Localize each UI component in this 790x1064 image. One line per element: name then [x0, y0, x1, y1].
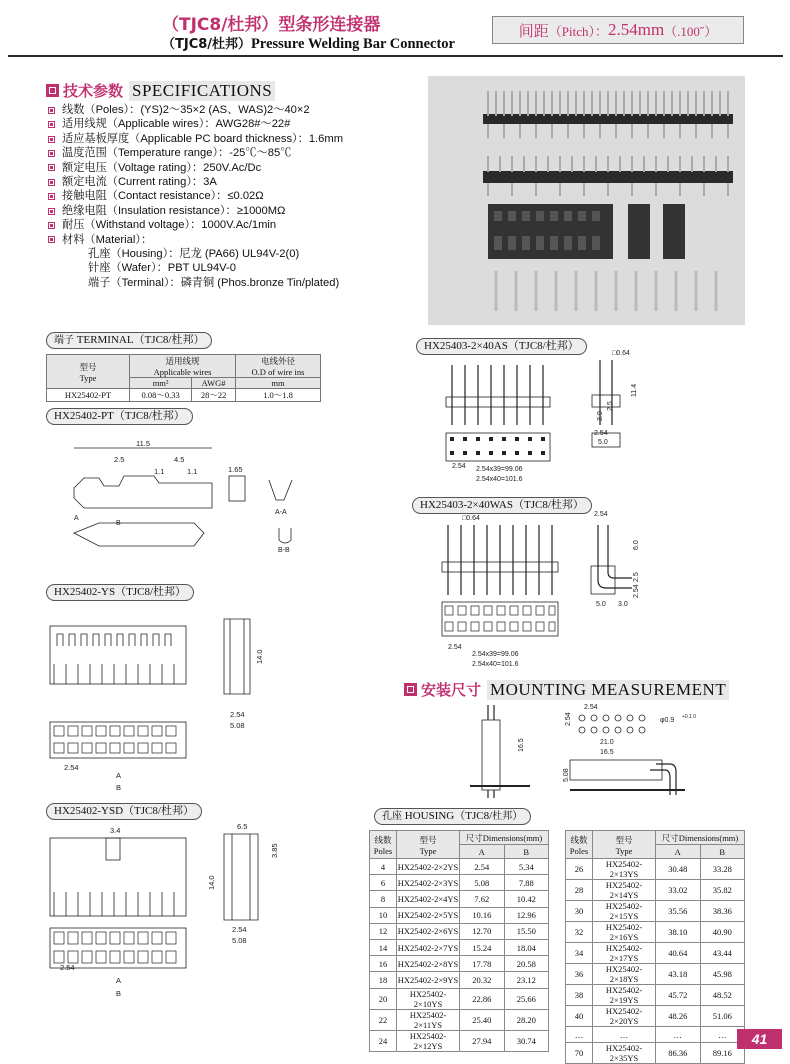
table-cell: 20: [370, 988, 397, 1009]
spec-item: [48, 103, 343, 117]
was-label: HX25403-2×40WAS（TJC8/杜邦）: [412, 497, 592, 514]
table-row: [47, 389, 321, 402]
dim-text: 11.5: [136, 439, 151, 448]
bullet-icon: [48, 222, 55, 229]
th-type-zh: 型号: [615, 834, 633, 845]
table-cell: HX25402-2×8YS: [397, 956, 460, 972]
th-a: A: [656, 845, 701, 859]
dim-text: 2.54: [64, 763, 79, 772]
table-cell: 38.36: [700, 901, 745, 922]
table-row: [370, 939, 549, 955]
dim-text: 14.0: [207, 875, 216, 890]
table-row: [566, 1043, 745, 1064]
dim-text: 2.54: [584, 704, 598, 711]
table-cell: 70: [566, 1043, 593, 1064]
spec-text: 额定电压（Voltage rating）：250V.Ac/Dc: [62, 161, 262, 174]
table-cell: 17.78: [460, 956, 505, 972]
th-poles: [370, 831, 397, 859]
table-cell: HX25402-2×18YS: [593, 964, 656, 985]
cell: 1.0～1.8: [236, 389, 321, 402]
spec-item: [48, 132, 343, 146]
table-cell: 20.32: [460, 972, 505, 988]
section-label: B: [116, 520, 121, 527]
spec-text: 材料（Material）：: [62, 233, 153, 246]
ys-label: HX25402-YS（TJC8/杜邦）: [46, 584, 194, 601]
dim-text: 2.54: [594, 430, 608, 437]
bullet-icon: [48, 136, 55, 143]
dim-text: 6.5: [237, 822, 248, 831]
spec-item: [48, 146, 343, 160]
terminals-photo: [496, 271, 716, 311]
table-cell: 43.44: [700, 943, 745, 964]
spec-text: 适应基板厚度（Applicable PC board thickness）：1.6mm: [62, 132, 344, 145]
bullet-icon: [48, 208, 55, 215]
table-cell: HX25402-2×13YS: [593, 859, 656, 880]
page-number: 41: [737, 1029, 782, 1049]
th-b: B: [504, 845, 549, 859]
spec-text: 额定电流（Current rating）：3A: [62, 176, 217, 189]
bullet-icon: [48, 179, 55, 186]
dim-text: φ0.9: [660, 717, 675, 724]
table-cell: HX25402-2×4YS: [397, 891, 460, 907]
th-poles-zh: 线数: [374, 834, 392, 845]
dim-text: 5.08: [232, 936, 247, 945]
table-cell: 30.74: [504, 1030, 549, 1051]
table-cell: …: [566, 1027, 593, 1043]
mounting-title-zh: 安装尺寸: [421, 681, 482, 699]
th-wires-zh: 适用线规: [165, 356, 200, 366]
table-cell: 34: [566, 943, 593, 964]
title-zh: （TJC8/杜邦）型条形连接器: [162, 15, 381, 35]
table-cell: 25.66: [504, 988, 549, 1009]
table-cell: 45.72: [656, 985, 701, 1006]
table-cell: 7.62: [460, 891, 505, 907]
table-cell: 24: [370, 1030, 397, 1051]
table-cell: HX25402-2×10YS: [397, 988, 460, 1009]
table-cell: 48.52: [700, 985, 745, 1006]
table-cell: 43.18: [656, 964, 701, 985]
was-drawing: [436, 510, 666, 670]
th-poles-zh: 线数: [570, 834, 588, 845]
table-cell: 36: [566, 964, 593, 985]
th-type-en: Type: [615, 845, 633, 856]
dim-text: 2.54: [452, 463, 466, 470]
spec-title-zh: 技术参数: [63, 82, 124, 100]
pin-header-straight: [483, 91, 733, 138]
section-label: A: [74, 515, 79, 522]
table-cell: HX25402-2×20YS: [593, 1006, 656, 1027]
table-cell: HX25402-2×11YS: [397, 1009, 460, 1030]
dim-text: 2.54: [448, 644, 462, 651]
th-type: [47, 355, 130, 389]
housing-photo: [488, 204, 685, 259]
pitch-zh: 间距: [518, 21, 549, 40]
table-cell: 30: [566, 901, 593, 922]
dim-text: 6.0: [633, 540, 640, 550]
table-cell: 51.06: [700, 1006, 745, 1027]
pt-label: HX25402-PT（TJC8/杜邦）: [46, 408, 193, 425]
table-cell: 86.36: [656, 1043, 701, 1064]
dim-text: A: [116, 976, 122, 985]
table-cell: 28.20: [504, 1009, 549, 1030]
spec-title-en: SPECIFICATIONS: [129, 81, 275, 101]
table-cell: HX25402-2×14YS: [593, 880, 656, 901]
dim-text: 2.54x40=101.6: [472, 661, 519, 668]
dim-text: 5.0: [598, 439, 608, 446]
dim-text: 2.54x40=101.6: [476, 476, 523, 483]
bullet-icon: [48, 193, 55, 200]
th-od-zh: 电线外径: [260, 356, 295, 366]
product-photo: [428, 76, 745, 325]
table-cell: HX25402-2×2YS: [397, 859, 460, 875]
table-cell: 6: [370, 875, 397, 891]
table-cell: 32: [566, 922, 593, 943]
table-cell: HX25402-2×35YS: [593, 1043, 656, 1064]
table-cell: 15.24: [460, 939, 505, 955]
dim-text: 3.85: [270, 843, 279, 858]
th-poles-en: Poles: [569, 845, 589, 856]
table-cell: 20.58: [504, 956, 549, 972]
spec-text: 绝缘电阻（Insulation resistance）：≥1000MΩ: [62, 204, 286, 217]
th-dim: 尺寸Dimensions(mm): [656, 831, 745, 845]
dim-text: 4.5: [174, 455, 185, 464]
table-cell: 16: [370, 956, 397, 972]
spec-item: [48, 189, 343, 203]
spec-text: 接触电阻（Contact resistance）：≤0.02Ω: [62, 190, 264, 203]
table-cell: 40.64: [656, 943, 701, 964]
ysd-drawing: [44, 820, 294, 1000]
table-cell: 33.02: [656, 880, 701, 901]
housing-label-end: ）: [512, 810, 524, 822]
dim-text: 16.5: [518, 738, 525, 752]
dim-text: □0.64: [612, 350, 630, 357]
table-row: [370, 1030, 549, 1051]
section-label: B-B: [278, 547, 290, 554]
table-row: [370, 1009, 549, 1030]
dim-text: A: [116, 771, 122, 780]
spec-text: 温度范围（Temperature range）：-25℃～85℃: [62, 147, 292, 160]
table-row: [566, 1006, 745, 1027]
product-photo-art: [428, 76, 745, 325]
table-cell: 12: [370, 923, 397, 939]
th-type-zh: 型号: [419, 834, 437, 845]
cell: 28～22: [192, 389, 236, 402]
pitch-inch: （.100˝）: [664, 23, 718, 39]
th-mm: mm: [236, 378, 321, 389]
dim-text: 2.5: [607, 401, 614, 411]
spec-item: [48, 175, 343, 189]
table-cell: 35.56: [656, 901, 701, 922]
table-cell: 48.26: [656, 1006, 701, 1027]
table-cell: 7.88: [504, 875, 549, 891]
mounting-title: [404, 679, 729, 700]
th-wires-en: Applicable wires: [153, 367, 212, 377]
table-cell: HX25402-2×19YS: [593, 985, 656, 1006]
table-cell: …: [656, 1027, 701, 1043]
table-cell: 89.16: [700, 1043, 745, 1064]
table-cell: 10.42: [504, 891, 549, 907]
table-cell: HX25402-2×12YS: [397, 1030, 460, 1051]
table-row: [370, 956, 549, 972]
th-b: B: [700, 845, 745, 859]
table-cell: 28: [566, 880, 593, 901]
table-row: [566, 880, 745, 901]
material-text: 孔座（Housing）：尼龙 (PA66) UL94V-2(0): [88, 248, 300, 261]
table-row: [566, 985, 745, 1006]
table-cell: 10.16: [460, 907, 505, 923]
terminal-label-en: TERMINAL（TJC8/杜邦）: [76, 334, 205, 346]
table-cell: 14: [370, 939, 397, 955]
header-divider: [8, 55, 783, 57]
spec-item: [48, 117, 343, 131]
cell: 0.08～0.33: [130, 389, 192, 402]
th-type: [397, 831, 460, 859]
th-od-en: O.D of wire ins: [251, 367, 305, 377]
spec-item: [48, 218, 343, 232]
table-cell: 12.70: [460, 923, 505, 939]
dim-text: 2.54: [230, 710, 245, 719]
material-item: [48, 247, 343, 261]
pt-drawing: [44, 428, 334, 578]
terminal-label: [46, 332, 212, 349]
dim-text: 3.4: [110, 826, 121, 835]
table-cell: 26: [566, 859, 593, 880]
dim-text: +0.1 0: [682, 714, 697, 720]
table-row: [370, 923, 549, 939]
dim-text: 2.54x39=99.06: [476, 466, 523, 473]
material-text: 端子（Terminal）：磷青铜 (Phos.bronze Tin/plated): [88, 276, 340, 289]
table-cell: 35.82: [700, 880, 745, 901]
table-row: [370, 907, 549, 923]
th-poles: [566, 831, 593, 859]
housing-label-zh: 孔座: [382, 811, 402, 822]
dim-text: 2.54: [594, 511, 608, 518]
spec-item: [48, 161, 343, 175]
table-cell: 23.12: [504, 972, 549, 988]
table-cell: HX25402-2×16YS: [593, 922, 656, 943]
pitch-box: [492, 16, 744, 44]
dim-text: 1.1: [154, 467, 165, 476]
table-cell: 12.96: [504, 907, 549, 923]
table-cell: 25.40: [460, 1009, 505, 1030]
spec-text: 耐压（Withstand voltage）：1000V.Ac/1min: [62, 219, 277, 232]
table-cell: HX25402-2×6YS: [397, 923, 460, 939]
table-cell: …: [700, 1027, 745, 1043]
th-od: [236, 355, 321, 378]
pitch-en: （Pitch）：: [548, 23, 608, 39]
table-cell: 18.04: [504, 939, 549, 955]
bullet-icon: [48, 150, 55, 157]
table-cell: 30.48: [656, 859, 701, 880]
dim-text: 11.4: [631, 383, 638, 397]
dim-text: 3.0: [597, 411, 604, 421]
terminal-label-zh: 端子: [54, 335, 74, 346]
dim-text: 2.54: [232, 925, 247, 934]
housing-label-zh2: 杜邦: [492, 811, 513, 822]
table-cell: 18: [370, 972, 397, 988]
dim-text: B: [116, 783, 122, 792]
table-cell: …: [593, 1027, 656, 1043]
dim-text: 2.54x39=99.06: [472, 651, 519, 658]
table-cell: 4: [370, 859, 397, 875]
mounting-drawing: [470, 700, 700, 800]
th-a: A: [460, 845, 505, 859]
terminal-table: [46, 354, 321, 402]
th-type-en: Type: [419, 845, 437, 856]
section-label: A-A: [275, 509, 287, 516]
dim-text: 5.08: [563, 768, 570, 782]
material-text: 针座（Wafer）：PBT UL94V-0: [88, 262, 236, 275]
table-cell: 15.50: [504, 923, 549, 939]
th-awg: AWG#: [192, 378, 236, 389]
table-row: [566, 859, 745, 880]
th-mm2: mm²: [130, 378, 192, 389]
dim-text: 2.54: [633, 584, 640, 598]
table-row: [566, 964, 745, 985]
housing-label: [374, 808, 531, 825]
bullet-icon: [48, 107, 55, 114]
pin-header-angled: [483, 156, 733, 196]
table-cell: 10: [370, 907, 397, 923]
dim-text: 2.5: [633, 572, 640, 582]
dim-text: 2.54: [60, 963, 75, 972]
table-row: [370, 891, 549, 907]
table-cell: 45.98: [700, 964, 745, 985]
table-cell: 22: [370, 1009, 397, 1030]
housing-label-en: HOUSING（TJC8/: [404, 810, 493, 822]
th-type: [593, 831, 656, 859]
dim-text: 21.0: [600, 739, 614, 746]
dim-text: 5.08: [230, 721, 245, 730]
section-square-icon: [404, 683, 417, 696]
th-type-en: Type: [79, 372, 97, 383]
as-label: HX25403-2×40AS（TJC8/杜邦）: [416, 338, 587, 355]
title-en-text: Pressure Welding Bar Connector: [251, 36, 455, 52]
table-row: [566, 943, 745, 964]
table-cell: HX25402-2×3YS: [397, 875, 460, 891]
th-wires: [130, 355, 236, 378]
spec-list: [48, 103, 343, 290]
pitch-value: 2.54mm: [607, 20, 665, 39]
spec-item: [48, 233, 343, 247]
bullet-icon: [48, 164, 55, 171]
bullet-icon: [48, 236, 55, 243]
housing-table-left: [369, 830, 549, 1052]
table-row: [370, 859, 549, 875]
dim-text: 2.54: [565, 712, 572, 726]
table-cell: HX25402-2×9YS: [397, 972, 460, 988]
table-cell: HX25402-2×7YS: [397, 939, 460, 955]
table-cell: 38: [566, 985, 593, 1006]
table-cell: 40: [566, 1006, 593, 1027]
dim-text: 16.5: [600, 749, 614, 756]
th-poles-en: Poles: [373, 845, 393, 856]
th-type-zh: 型号: [79, 361, 97, 372]
title-en: [162, 33, 455, 53]
table-cell: 40.90: [700, 922, 745, 943]
dim-text: 3.0: [618, 601, 628, 608]
ys-drawing: [44, 604, 294, 794]
table-cell: 5.08: [460, 875, 505, 891]
table-row: [566, 1027, 745, 1043]
mounting-title-en: MOUNTING MEASUREMENT: [487, 680, 729, 700]
table-cell: HX25402-2×5YS: [397, 907, 460, 923]
table-row: [370, 988, 549, 1009]
material-item: [48, 276, 343, 290]
dim-text: 14.0: [255, 649, 264, 664]
dim-text: 1.1: [187, 467, 198, 476]
bullet-icon: [48, 121, 55, 128]
table-row: [370, 972, 549, 988]
ysd-label: HX25402-YSD（TJC8/杜邦）: [46, 803, 202, 820]
cell: HX25402-PT: [47, 389, 130, 402]
housing-table-right: [565, 830, 745, 1064]
table-row: [370, 875, 549, 891]
table-cell: 5.34: [504, 859, 549, 875]
spec-item: [48, 204, 343, 218]
dim-text: 1.65: [228, 465, 243, 474]
table-cell: 38.10: [656, 922, 701, 943]
dim-text: □0.64: [462, 515, 480, 522]
spec-text: 适用线规（Applicable wires）：AWG28#～22#: [62, 118, 291, 131]
material-item: [48, 261, 343, 275]
table-cell: HX25402-2×17YS: [593, 943, 656, 964]
table-row: [566, 922, 745, 943]
title-en-prefix: （TJC8/杜邦）: [162, 37, 252, 52]
dim-text: 2.5: [114, 455, 125, 464]
table-cell: 8: [370, 891, 397, 907]
dim-text: 5.0: [596, 601, 606, 608]
table-cell: 22.86: [460, 988, 505, 1009]
spec-text: 线数（Poles）：(YS)2～35×2 (AS、WAS)2～40×2: [62, 104, 310, 116]
th-dim: 尺寸Dimensions(mm): [460, 831, 549, 845]
table-cell: 33.28: [700, 859, 745, 880]
table-row: [566, 901, 745, 922]
table-cell: 2.54: [460, 859, 505, 875]
section-square-icon: [46, 84, 59, 97]
table-cell: HX25402-2×15YS: [593, 901, 656, 922]
as-drawing: [440, 345, 660, 485]
table-cell: 27.94: [460, 1030, 505, 1051]
specifications-title: [46, 80, 275, 101]
dim-text: B: [116, 989, 122, 998]
